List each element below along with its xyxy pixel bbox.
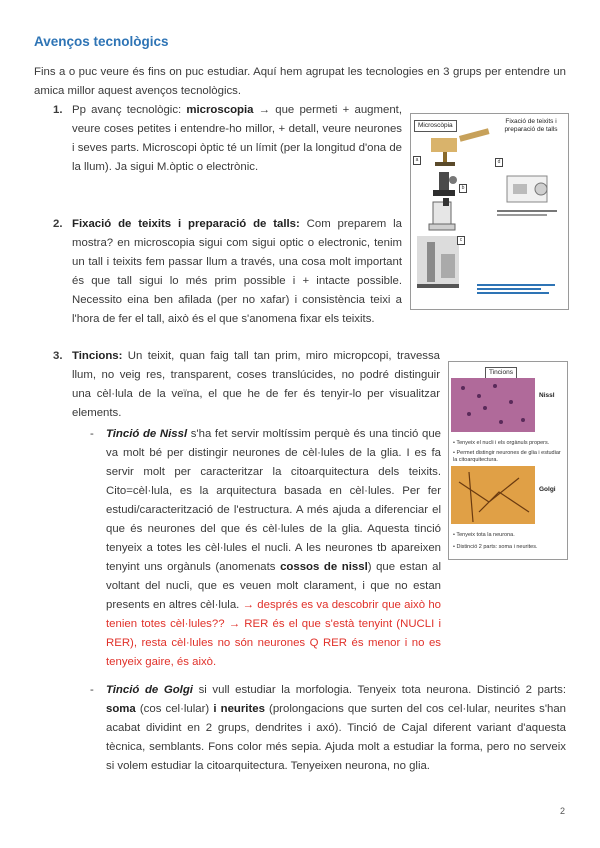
item-number-3: 3. xyxy=(53,350,63,362)
figure-label-tincions: Tincions xyxy=(485,367,517,379)
nissl-body-2: ) que estan al voltant del nucli, que es veuen molt clarament, i que no estan presents en altres cèl·lula. xyxy=(106,561,441,611)
light-microscope-icon xyxy=(433,172,457,196)
figure-label-nissl: Nissl xyxy=(539,392,555,399)
item-1-text xyxy=(72,101,402,177)
electron-microscope-icon xyxy=(417,236,459,288)
figure-marker-d: d xyxy=(495,158,503,167)
golgi-body: si vull estudiar la morfologia. Tenyeix tota neurona. Distinció 2 parts: xyxy=(192,684,566,696)
golgi-neurites-term: i neurites xyxy=(213,703,265,715)
item-2-body: Com preparem la mostra? en microscopia sigui com sigui optic o electronic, tenim un tall i teixits fem passar llum a través, una cosa molt important és que tall sigui lo més prim possible i + intacte possible. Necessito eina ben afilada (per no xafar) i consistència teixi a l'hora de fer el tall, això és el que s'anomena fixar els teixits. xyxy=(72,218,402,325)
nissl-title: Tinció de Nissl xyxy=(106,428,188,440)
nissl-body: s'ha fet servir moltíssim perquè és una tinció que va molt bé per distingir neurones de cèl·lules de la glia. I es fa servir molt per caracteritzar la citoarquitectura dels teixits. Cito=cèl·lula, es la arquitectura basada en cèl·lules. Per fer estudi/caracterització de l'estructura. A més ajuda a diferenciar el que és neurones del que és cèl·lules de la glia. Aquesta tinció tenyeix a totes les cèl·lules el nucli. A les neurones tb apareixen tenyint uns orgànuls (anomenats xyxy=(106,428,441,573)
item-3-text xyxy=(72,347,440,423)
golgi-caption-2: • Distinció 2 parts: soma i neurites. xyxy=(453,544,538,550)
figure-marker-a: a xyxy=(413,156,421,165)
figure-marker-b: b xyxy=(459,184,467,193)
golgi-caption-1: • Tenyeix tota la neurona. xyxy=(453,532,515,538)
golgi-caption-1-text: Tenyeix tota la neurona. xyxy=(456,532,515,538)
golgi-body-3: (prolongacions que surten del cos cel·lular, neurites s'han acabat dividint en 2 grups, dendrites i axó). Tinció de Cajal diferent variant d'aquesta tècnica, semblants. Fons color més sepia. Ajuda molt a estudiar la forma, pero no serveix si volem estudiar la citoarquitectura. Tenyeixen neurona, no glia. xyxy=(106,703,567,772)
item-number-2: 2. xyxy=(53,218,63,230)
nissl-caption-2: • Permet distingir neurones de glia i estudiar la citoarquitectura. xyxy=(453,450,561,463)
nissl-caption-1-text: Tenyeix el nucli i els orgànuls propers. xyxy=(456,440,550,446)
golgi-stain-image xyxy=(451,466,535,524)
item-1-keyword: microscopia xyxy=(186,104,254,116)
nissl-dash: - xyxy=(90,428,94,440)
figure-label-fixacio: Fixació de teixits i preparació de talls xyxy=(504,118,558,133)
item-2-keyword: Fixació de teixits i preparació de talls: xyxy=(72,218,300,230)
golgi-dash: - xyxy=(90,684,94,696)
nissl-caption-1: • Tenyeix el nucli i els orgànuls propers. xyxy=(453,440,550,446)
item-3-keyword: Tincions: xyxy=(72,350,123,362)
item-1-lead: Pp avanç tecnològic: xyxy=(72,104,187,116)
old-microscope-icon xyxy=(431,128,490,166)
golgi-title: Tinció de Golgi xyxy=(106,684,193,696)
section-title: Avenços tecnològics xyxy=(34,34,169,49)
nissl-caption-2-text: Permet distingir neurones de glia i estudiar la citoarquitectura. xyxy=(453,450,561,463)
golgi-paragraph xyxy=(106,681,566,776)
modern-microscope-icon xyxy=(429,198,455,230)
nissl-bodies-term: cossos de nissl xyxy=(280,561,368,573)
golgi-body-2: (cos cel·lular) xyxy=(135,703,214,715)
nissl-red-note: → després es va descobrir que això ho tenien totes cèl·lules?? → RER és el que s'està tenyint (NUCLI i RER), resta cèl·lules no són neurones Q RER és menor i no es tenyeix gaire, és això. xyxy=(106,599,441,668)
item-2-text xyxy=(72,215,402,329)
item-number-1: 1. xyxy=(53,104,63,116)
golgi-soma-term: soma xyxy=(106,703,136,715)
figure-microscopy xyxy=(410,113,569,310)
item-1-body: → que permeti + augment, veure coses petites i entendre-ho millor, + detall, veure neurones i seves parts. Microscopi òptic té un límit (per la longitud d'ona de la llum). Ja sigui M.òptic o electrònic. xyxy=(72,104,402,173)
figure-marker-c: c xyxy=(457,236,465,245)
golgi-caption-2-text: Distinció 2 parts: soma i neurites. xyxy=(456,544,538,550)
intro-paragraph: Fins a o puc veure és fins on puc estudiar. Aquí hem agrupat les tecnologies en 3 grups per entendre un amica millor aquest avenços tecnològics. xyxy=(34,66,566,97)
figure-label-microscopia: Microscòpia xyxy=(414,120,457,132)
microscopy-illustrations xyxy=(411,114,568,309)
microtome-icon xyxy=(507,176,547,202)
nissl-paragraph xyxy=(106,425,441,672)
item-3-body: Un teixit, quan faig tall tan prim, miro micropcopi, travessa llum, no veig res, transparent, coses translúcides, no podré distinguir una cèl·lula de la veïna, el que he de fer és tenyir-lo per visualitzar elements. xyxy=(72,350,440,419)
figure-label-golgi: Golgi xyxy=(539,486,556,493)
figure-tincions xyxy=(448,361,568,560)
page-number: 2 xyxy=(560,806,566,816)
